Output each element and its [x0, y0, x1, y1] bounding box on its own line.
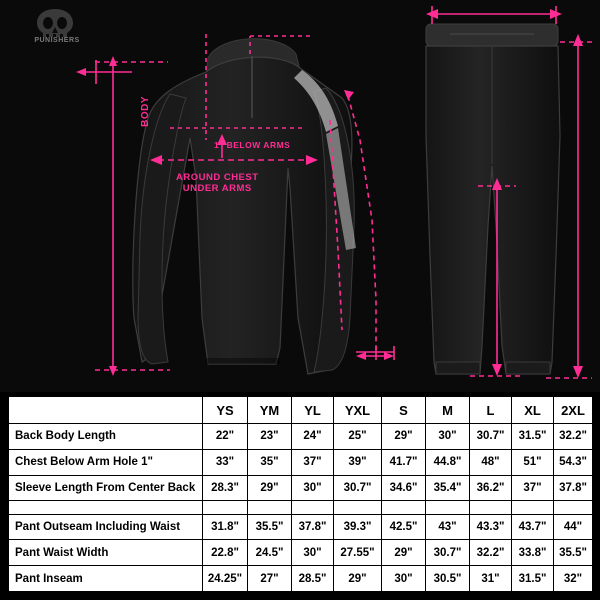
table-row: [9, 540, 593, 566]
spacer-cell: [512, 501, 554, 514]
cell: 22.8": [203, 540, 248, 566]
label-chest-line1: AROUND CHEST: [176, 172, 259, 183]
label-chest-line2: UNDER ARMS: [182, 183, 252, 194]
spacer-cell: [9, 501, 203, 514]
size-chart-table-container: [8, 396, 592, 592]
header-cell-ym: YM: [248, 397, 292, 424]
table-row: [9, 566, 593, 592]
cell: 37.8": [554, 475, 593, 501]
header-cell-ys: YS: [203, 397, 248, 424]
cell: 29": [248, 475, 292, 501]
cell: 29": [334, 566, 382, 592]
table-row: [9, 449, 593, 475]
cell: 39.3": [334, 514, 382, 540]
table-row: [9, 514, 593, 540]
cell: 44.8": [426, 449, 470, 475]
cell: 27.55": [334, 540, 382, 566]
cell: 28.5": [292, 566, 334, 592]
cell: 27": [248, 566, 292, 592]
spacer-cell: [203, 501, 248, 514]
cell: 31.8": [203, 514, 248, 540]
table-spacer-row: [9, 501, 593, 514]
cell: 24.5": [248, 540, 292, 566]
spacer-cell: [334, 501, 382, 514]
label-body: BODY: [140, 96, 151, 127]
cell: 37.8": [292, 514, 334, 540]
cell: 30.7": [426, 540, 470, 566]
cell: 35.5": [248, 514, 292, 540]
row-label-pant-outseam: Pant Outseam Including Waist: [9, 514, 203, 540]
cell: 37": [512, 475, 554, 501]
row-label-back-body-length: Back Body Length: [9, 424, 203, 450]
cell: 43": [426, 514, 470, 540]
spacer-cell: [248, 501, 292, 514]
sleeve-path-dashed: [348, 96, 376, 350]
spacer-cell: [292, 501, 334, 514]
cell: 43.3": [470, 514, 512, 540]
row-label-pant-inseam: Pant Inseam: [9, 566, 203, 592]
cell: 32.2": [554, 424, 593, 450]
spacer-cell: [426, 501, 470, 514]
cell: 37": [292, 449, 334, 475]
size-chart-table: [8, 396, 593, 592]
cell: 54.3": [554, 449, 593, 475]
cell: 35.5": [554, 540, 593, 566]
cell: 48": [470, 449, 512, 475]
cell: 30.7": [334, 475, 382, 501]
cell: 32": [554, 566, 593, 592]
cell: 29": [382, 424, 426, 450]
cell: 23": [248, 424, 292, 450]
cell: 32.2": [470, 540, 512, 566]
row-label-sleeve-length: Sleeve Length From Center Back: [9, 475, 203, 501]
header-cell-blank: [9, 397, 203, 424]
cell: 51": [512, 449, 554, 475]
cell: 30.7": [470, 424, 512, 450]
cell: 22": [203, 424, 248, 450]
cell: 31.5": [512, 566, 554, 592]
cell: 30": [382, 566, 426, 592]
brand-name: PUNISHERS: [34, 37, 80, 44]
header-cell-2xl: 2XL: [554, 397, 593, 424]
cell: 39": [334, 449, 382, 475]
cell: 30": [292, 540, 334, 566]
table-row: [9, 475, 593, 501]
cell: 25": [334, 424, 382, 450]
table-row: [9, 424, 593, 450]
header-cell-s: S: [382, 397, 426, 424]
cell: 35": [248, 449, 292, 475]
cell: 33": [203, 449, 248, 475]
cell: 36.2": [470, 475, 512, 501]
header-cell-yl: YL: [292, 397, 334, 424]
label-around-chest-under-arms: [176, 172, 259, 194]
cell: 28.3": [203, 475, 248, 501]
spacer-cell: [382, 501, 426, 514]
label-one-inch-below-arms: 1" BELOW ARMS: [214, 140, 291, 150]
header-cell-xl: XL: [512, 397, 554, 424]
cell: 24.25": [203, 566, 248, 592]
cell: 43.7": [512, 514, 554, 540]
cell: 44": [554, 514, 593, 540]
row-label-chest-below-arm-hole: Chest Below Arm Hole 1": [9, 449, 203, 475]
cell: 24": [292, 424, 334, 450]
spacer-cell: [470, 501, 512, 514]
cell: 30.5": [426, 566, 470, 592]
header-cell-l: L: [470, 397, 512, 424]
cell: 34.6": [382, 475, 426, 501]
header-cell-yxl: YXL: [334, 397, 382, 424]
header-cell-m: M: [426, 397, 470, 424]
cell: 33.8": [512, 540, 554, 566]
cell: 35.4": [426, 475, 470, 501]
cell: 31.5": [512, 424, 554, 450]
table-header-row: [9, 397, 593, 424]
cell: 30": [292, 475, 334, 501]
cell: 42.5": [382, 514, 426, 540]
row-label-pant-waist-width: Pant Waist Width: [9, 540, 203, 566]
cell: 31": [470, 566, 512, 592]
cell: 30": [426, 424, 470, 450]
cell: 41.7": [382, 449, 426, 475]
cell: 29": [382, 540, 426, 566]
spacer-cell: [554, 501, 593, 514]
